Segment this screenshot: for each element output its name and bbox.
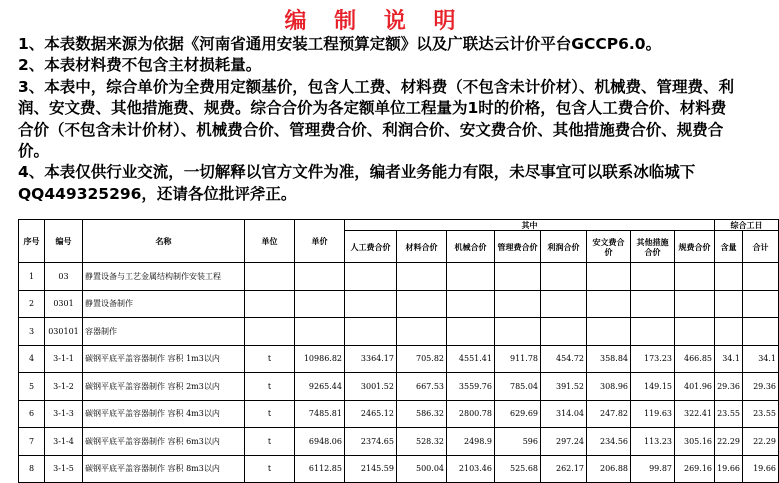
- cell-total: 29.36: [743, 373, 779, 401]
- cell-labor: 3001.52: [345, 373, 397, 401]
- cell-seq: 4: [19, 345, 45, 373]
- cell-other: [631, 290, 675, 318]
- cell-code: 3-1-4: [45, 428, 83, 456]
- cell-machine: 2103.46: [447, 455, 495, 483]
- cell-safety: [587, 290, 631, 318]
- cell-seq: 1: [19, 263, 45, 291]
- cell-qty: [715, 290, 743, 318]
- cell-labor: [345, 263, 397, 291]
- cell-total: 23.55: [743, 400, 779, 428]
- cell-mgmt: [495, 318, 541, 346]
- table-header-row: [19, 220, 779, 231]
- cell-code: 3-1-1: [45, 345, 83, 373]
- cell-unit: [245, 290, 295, 318]
- cell-fee: 466.85: [675, 345, 715, 373]
- table-row: [19, 455, 779, 483]
- cell-profit: 262.17: [541, 455, 587, 483]
- cell-name: 静置设备制作: [83, 290, 245, 318]
- header-machine: 机械合价: [447, 231, 495, 263]
- header-other: 其他措施合价: [631, 231, 675, 263]
- cell-machine: [447, 290, 495, 318]
- header-price: 单价: [295, 220, 345, 263]
- cell-safety: 247.82: [587, 400, 631, 428]
- cell-seq: 6: [19, 400, 45, 428]
- cell-code: 03: [45, 263, 83, 291]
- cell-unit: t: [245, 400, 295, 428]
- cell-material: [397, 263, 447, 291]
- header-labor: 人工费合价: [345, 231, 397, 263]
- header-profit: 利润合价: [541, 231, 587, 263]
- cell-profit: [541, 290, 587, 318]
- cell-fee: [675, 318, 715, 346]
- cell-other: [631, 263, 675, 291]
- cell-price: 6948.06: [295, 428, 345, 456]
- cell-other: 113.23: [631, 428, 675, 456]
- page-title: 编 制 说 明: [284, 8, 466, 34]
- cell-machine: 2800.78: [447, 400, 495, 428]
- cell-name: 容器制作: [83, 318, 245, 346]
- cell-qty: 29.36: [715, 373, 743, 401]
- cell-code: 0301: [45, 290, 83, 318]
- cell-labor: [345, 318, 397, 346]
- table-row: [19, 345, 779, 373]
- cell-machine: 4551.41: [447, 345, 495, 373]
- cell-other: 149.15: [631, 373, 675, 401]
- table-row: [19, 428, 779, 456]
- cell-qty: 19.66: [715, 455, 743, 483]
- cell-safety: 358.84: [587, 345, 631, 373]
- cell-mgmt: 911.78: [495, 345, 541, 373]
- cell-code: 030101: [45, 318, 83, 346]
- cell-profit: 454.72: [541, 345, 587, 373]
- cell-fee: 305.16: [675, 428, 715, 456]
- cell-unit: t: [245, 455, 295, 483]
- cell-code: 3-1-3: [45, 400, 83, 428]
- cell-profit: 314.04: [541, 400, 587, 428]
- cell-unit: [245, 318, 295, 346]
- header-fee: 规费合价: [675, 231, 715, 263]
- cell-material: [397, 318, 447, 346]
- note-1: 1、本表数据来源为依据《河南省通用安装工程预算定额》以及广联达云计价平台GCCP6.0。: [18, 35, 662, 53]
- cell-total: [743, 263, 779, 291]
- cell-qty: [715, 318, 743, 346]
- cell-price: 10986.82: [295, 345, 345, 373]
- cell-mgmt: [495, 290, 541, 318]
- cell-machine: 3559.76: [447, 373, 495, 401]
- cell-name: 碳钢平底平盖容器制作 容积 6m3以内: [83, 428, 245, 456]
- cell-qty: 34.1: [715, 345, 743, 373]
- cell-profit: 391.52: [541, 373, 587, 401]
- table-row: [19, 318, 779, 346]
- cell-mgmt: 525.68: [495, 455, 541, 483]
- header-safety: 安文费合价: [587, 231, 631, 263]
- cell-total: [743, 318, 779, 346]
- cell-unit: t: [245, 428, 295, 456]
- cell-name: 碳钢平底平盖容器制作 容积 1m3以内: [83, 345, 245, 373]
- cell-mgmt: [495, 263, 541, 291]
- cell-other: [631, 318, 675, 346]
- table-row: [19, 263, 779, 291]
- cell-unit: t: [245, 345, 295, 373]
- cell-seq: 5: [19, 373, 45, 401]
- cell-unit: [245, 263, 295, 291]
- header-group-labor: 综合工日: [715, 220, 779, 231]
- note-3: 3、本表中，综合单价为全费用定额基价，包含人工费、材料费（不包含未计价材）、机械费、管理费、利润、安文费、其他措施费、规费。综合合价为各定额单位工程量为1时的价格，包含人工费合价、材料费合价（不包含未计价材）、机械费合价、管理费合价、利润合价、安文费合价、其他措施费合价、规费合价。: [18, 77, 735, 161]
- cell-mgmt: 785.04: [495, 373, 541, 401]
- cell-seq: 3: [19, 318, 45, 346]
- cell-safety: [587, 318, 631, 346]
- cell-qty: 22.29: [715, 428, 743, 456]
- header-seq: 序号: [19, 220, 45, 263]
- header-qty: 含量: [715, 231, 743, 263]
- cell-labor: 3364.17: [345, 345, 397, 373]
- cell-seq: 2: [19, 290, 45, 318]
- cell-material: 667.53: [397, 373, 447, 401]
- cell-labor: 2465.12: [345, 400, 397, 428]
- cell-total: 22.29: [743, 428, 779, 456]
- header-total: 合计: [743, 231, 779, 263]
- cell-fee: 269.16: [675, 455, 715, 483]
- cell-material: 586.32: [397, 400, 447, 428]
- cell-seq: 7: [19, 428, 45, 456]
- cell-fee: [675, 290, 715, 318]
- cell-mgmt: 629.69: [495, 400, 541, 428]
- cell-machine: [447, 318, 495, 346]
- header-code: 编号: [45, 220, 83, 263]
- header-material: 材料合价: [397, 231, 447, 263]
- header-unit: 单位: [245, 220, 295, 263]
- cell-profit: 297.24: [541, 428, 587, 456]
- cell-name: 静置设备与工艺金属结构制作安装工程: [83, 263, 245, 291]
- header-group-cost: 其中: [345, 220, 715, 231]
- cell-total: 34.1: [743, 345, 779, 373]
- notes-section: [18, 34, 738, 205]
- cell-machine: 2498.9: [447, 428, 495, 456]
- cell-safety: 308.96: [587, 373, 631, 401]
- cell-other: 173.23: [631, 345, 675, 373]
- cell-unit: t: [245, 373, 295, 401]
- cell-seq: 8: [19, 455, 45, 483]
- cell-qty: [715, 263, 743, 291]
- quota-table: [18, 219, 779, 483]
- cell-price: 9265.44: [295, 373, 345, 401]
- cell-safety: 206.88: [587, 455, 631, 483]
- cell-code: 3-1-2: [45, 373, 83, 401]
- cell-total: [743, 290, 779, 318]
- cell-total: 19.66: [743, 455, 779, 483]
- cell-name: 碳钢平底平盖容器制作 容积 8m3以内: [83, 455, 245, 483]
- cell-other: 119.63: [631, 400, 675, 428]
- cell-safety: 234.56: [587, 428, 631, 456]
- cell-fee: 322.41: [675, 400, 715, 428]
- cell-fee: 401.96: [675, 373, 715, 401]
- table-row: [19, 373, 779, 401]
- cell-labor: [345, 290, 397, 318]
- cell-qty: 23.55: [715, 400, 743, 428]
- cell-other: 99.87: [631, 455, 675, 483]
- cell-price: [295, 318, 345, 346]
- cell-safety: [587, 263, 631, 291]
- cell-name: 碳钢平底平盖容器制作 容积 4m3以内: [83, 400, 245, 428]
- cell-material: 500.04: [397, 455, 447, 483]
- cell-labor: 2374.65: [345, 428, 397, 456]
- cell-price: [295, 263, 345, 291]
- cell-price: 7485.81: [295, 400, 345, 428]
- cell-material: 528.32: [397, 428, 447, 456]
- cell-material: [397, 290, 447, 318]
- note-2: 2、本表材料费不包含主材损耗量。: [18, 56, 262, 75]
- header-name: 名称: [83, 220, 245, 263]
- cell-profit: [541, 318, 587, 346]
- cell-name: 碳钢平底平盖容器制作 容积 2m3以内: [83, 373, 245, 401]
- cell-labor: 2145.59: [345, 455, 397, 483]
- cell-mgmt: 596: [495, 428, 541, 456]
- cell-price: 6112.85: [295, 455, 345, 483]
- cell-profit: [541, 263, 587, 291]
- cell-code: 3-1-5: [45, 455, 83, 483]
- table-row: [19, 400, 779, 428]
- header-mgmt: 管理费合价: [495, 231, 541, 263]
- cell-material: 705.82: [397, 345, 447, 373]
- cell-machine: [447, 263, 495, 291]
- cell-fee: [675, 263, 715, 291]
- cell-price: [295, 290, 345, 318]
- note-4: 4、本表仅供行业交流，一切解释以官方文件为准，编者业务能力有限，未尽事宜可以联系冰临城下QQ449325296，还请各位批评斧正。: [18, 163, 696, 203]
- table-row: [19, 290, 779, 318]
